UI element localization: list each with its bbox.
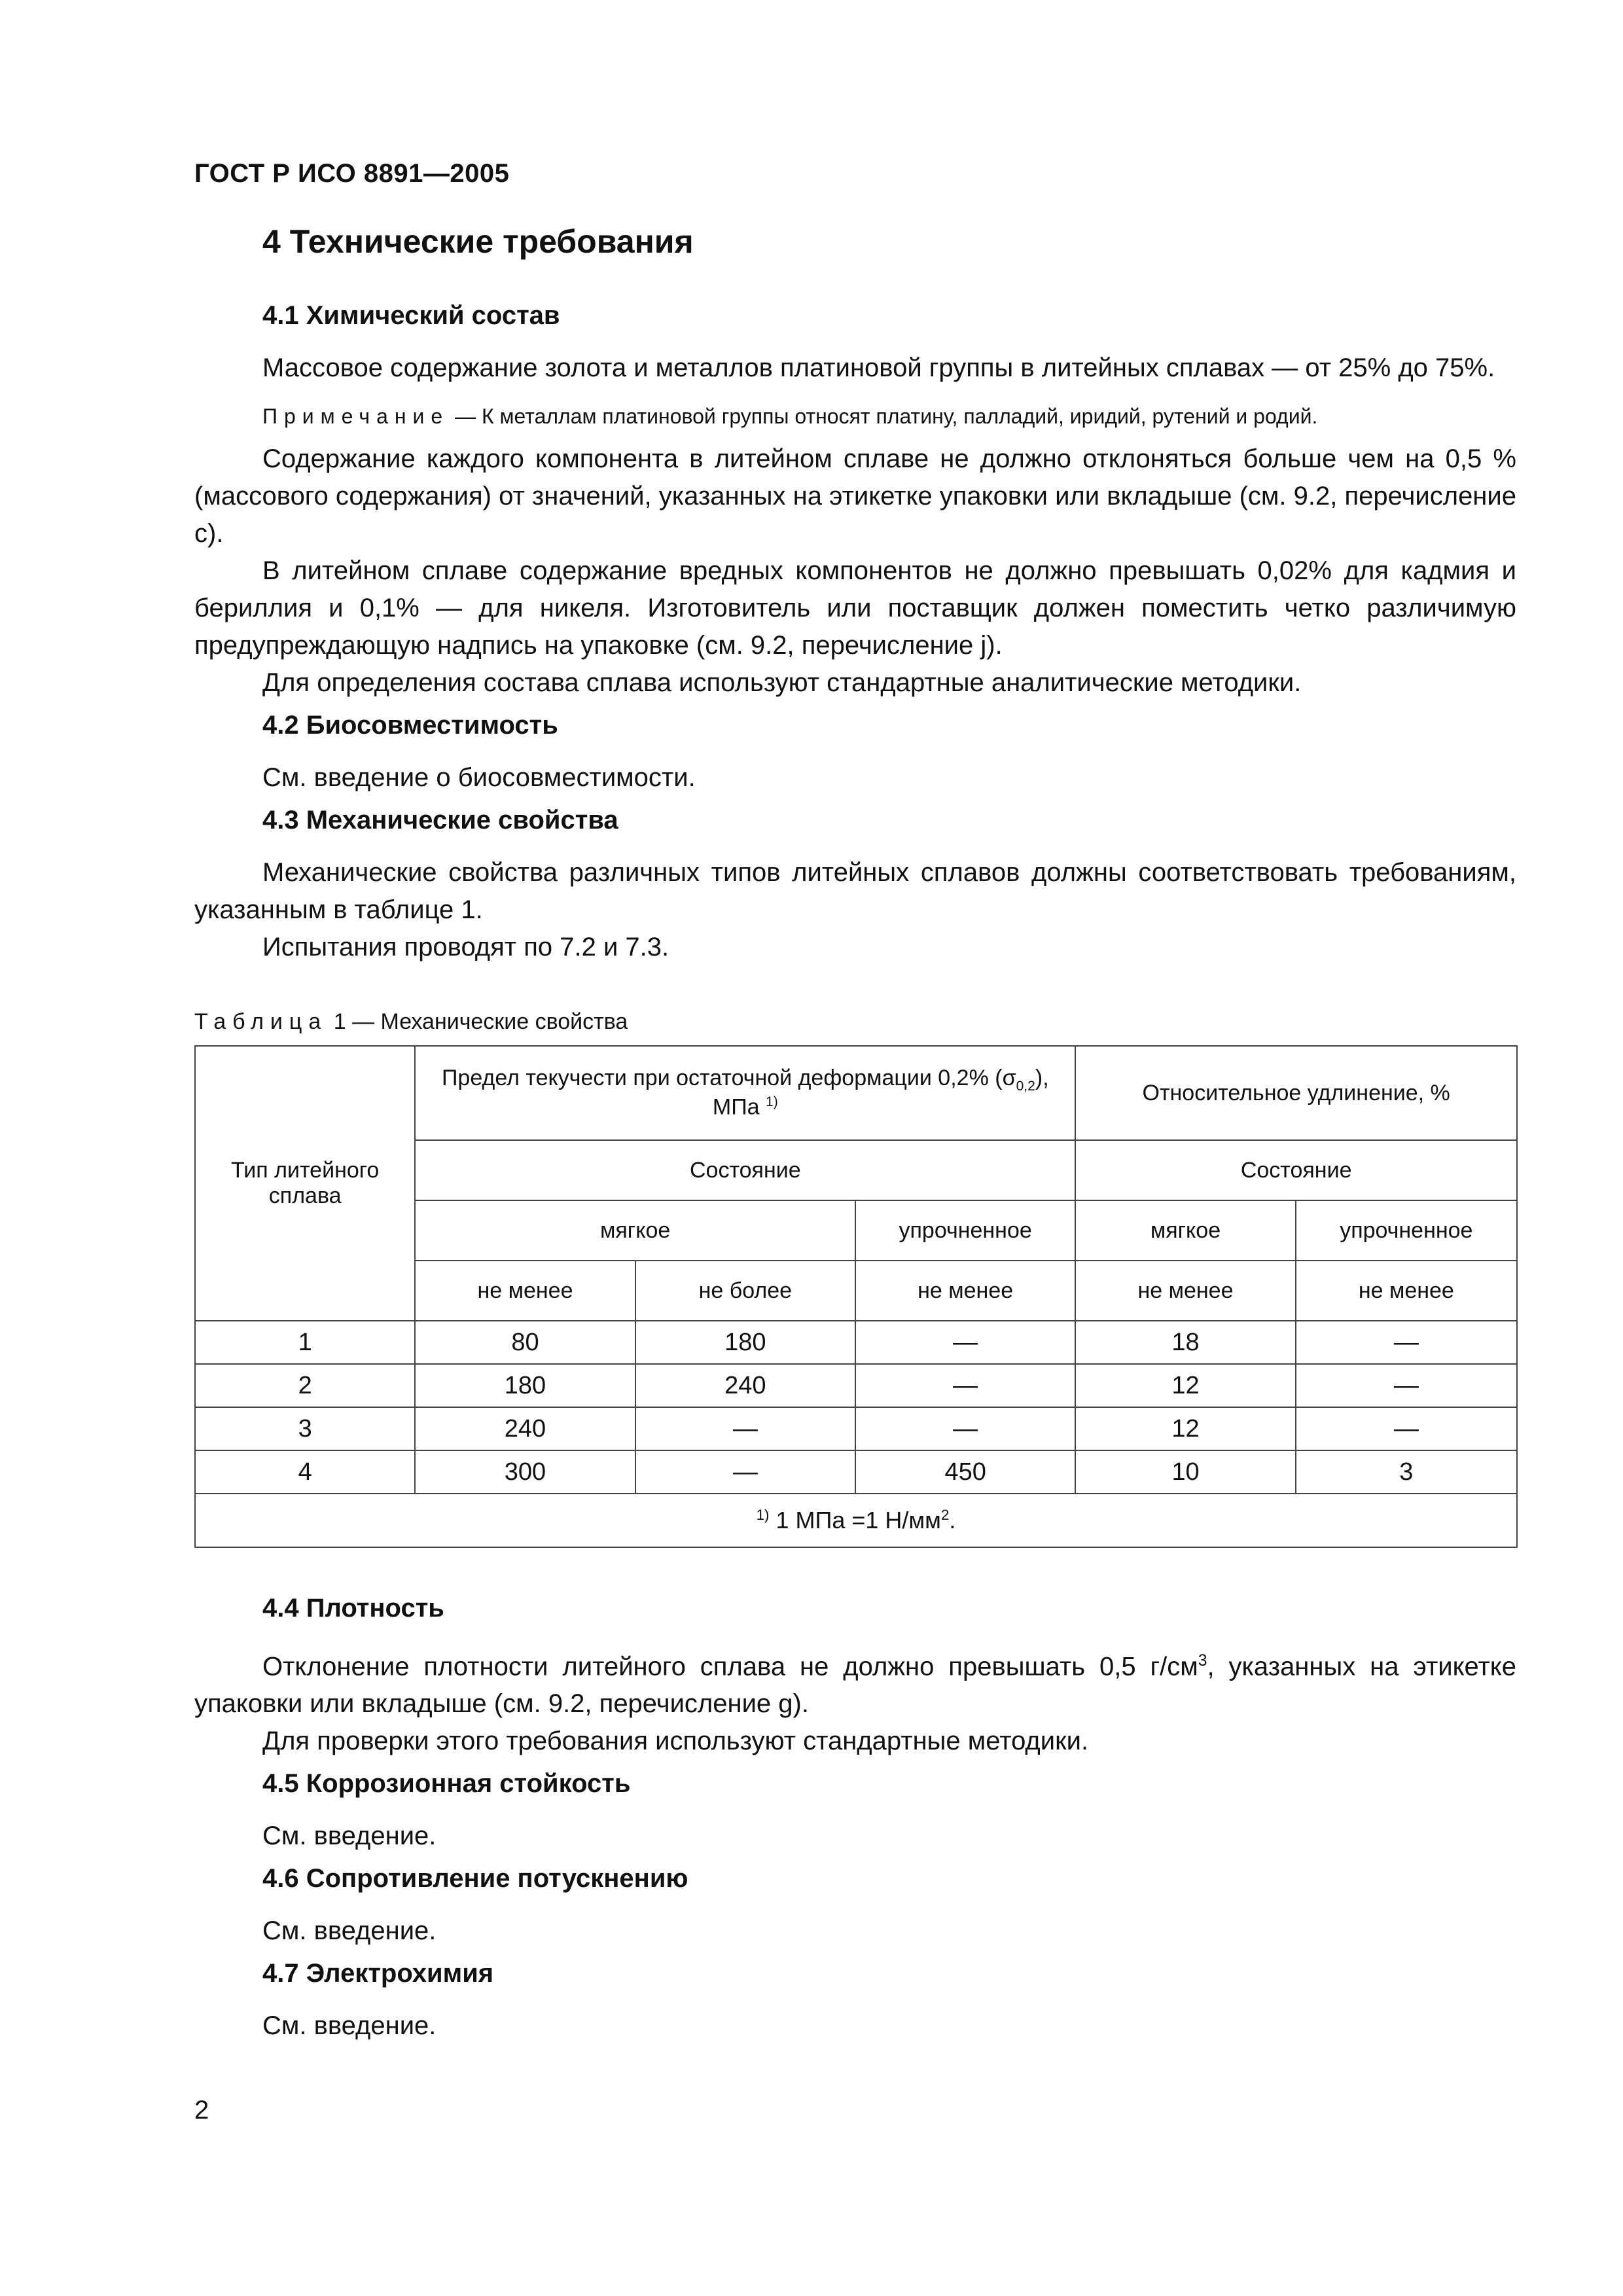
header-cell-yield-strength: Предел текучести при остаточной деформации 0,2% $(\sigma_{0,2})$, МПа $^{1)}$ (415, 1046, 1075, 1140)
table-footnote: $^{1)}$ 1 МПа =1 $Н/мм^2$. (195, 1494, 1517, 1547)
subsection-title-4-2: 4.2 Биосовместимость (262, 711, 558, 740)
header-cell-max: не более (635, 1261, 855, 1321)
table-cell: — (855, 1364, 1075, 1407)
table-cell: 240 (415, 1407, 635, 1450)
paragraph: Для определения состава сплава используют стандартные аналитические методики. (262, 668, 1302, 697)
table-caption (194, 1009, 1516, 1035)
table-cell: 18 (1075, 1321, 1295, 1364)
paragraph: Содержание каждого компонента в литейном сплаве не должно отклоняться больше чем на 0,5 % (массового содержания) от значений, указанных на этикетке упаковки или вкладыше (см. 9.2, перечисление с). (194, 444, 1516, 548)
mechanical-properties-table (194, 1045, 1518, 1548)
table-cell: — (1296, 1407, 1517, 1450)
section-title: 4 Технические требования (262, 223, 694, 260)
table-cell: 10 (1075, 1450, 1295, 1494)
subsection-title-4-5: 4.5 Коррозионная стойкость (262, 1769, 631, 1799)
paragraph: См. введение о биосовместимости. (262, 763, 696, 792)
header-cell-state: Состояние (415, 1140, 1075, 1200)
paragraph: В литейном сплаве содержание вредных компонентов не должно превышать 0,02% для кадмия и бериллия и 0,1% — для никеля. Изготовитель или поставщик должен поместить четко различимую предупреждающую надпись на упаковке (см. 9.2, перечисление j). (194, 556, 1516, 660)
table-cell: 240 (635, 1364, 855, 1407)
table-caption-text: 1 — Механические свойства (327, 1009, 628, 1034)
paragraph: Массовое содержание золота и металлов платиновой группы в литейных сплавах — от 25% до 75%. (262, 353, 1495, 382)
table-header-row (195, 1046, 1517, 1140)
table-cell: 2 (195, 1364, 415, 1407)
table-cell: — (1296, 1364, 1517, 1407)
page-number: 2 (194, 2096, 209, 2125)
table-row (195, 1450, 1517, 1494)
table-cell: 180 (415, 1364, 635, 1407)
page-content (194, 223, 1516, 2045)
table-cell: 180 (635, 1321, 855, 1364)
table-caption-label: Таблица (194, 1009, 328, 1034)
table-cell: 3 (195, 1407, 415, 1450)
paragraph: Отклонение плотности литейного сплава не должно превышать 0,5 $г/см^3$, указанных на этикетке упаковки или вкладыше (см. 9.2, перечисление g). (194, 1652, 1516, 1719)
paragraph: См. введение. (262, 1916, 437, 1946)
paragraph: Для проверки этого требования используют стандартные методики. (262, 1727, 1089, 1756)
header-cell-hardened: упрочненное (855, 1200, 1075, 1261)
subsection-title-4-4: 4.4 Плотность (262, 1594, 444, 1623)
table-cell: — (635, 1407, 855, 1450)
table-cell: 3 (1296, 1450, 1517, 1494)
note-text: — К металлам платиновой группы относят платину, палладий, иридий, рутений и родий. (449, 404, 1318, 428)
table-cell: — (635, 1450, 855, 1494)
table-cell: 300 (415, 1450, 635, 1494)
table-cell: 4 (195, 1450, 415, 1494)
table-footnote-row (195, 1494, 1517, 1547)
header-cell-elongation: Относительное удлинение, % (1075, 1046, 1517, 1140)
table-cell: — (855, 1407, 1075, 1450)
subsection-title-4-6: 4.6 Сопротивление потускнению (262, 1864, 688, 1893)
table-row (195, 1364, 1517, 1407)
header-cell-min: не менее (1075, 1261, 1295, 1321)
paragraph: Механические свойства различных типов литейных сплавов должны соответствовать требованиям, указанным в таблице 1. (194, 858, 1516, 924)
table-row (195, 1321, 1517, 1364)
note-label: Примечание (262, 404, 450, 428)
paragraph: Испытания проводят по 7.2 и 7.3. (262, 933, 669, 961)
paragraph: См. введение. (262, 1821, 437, 1851)
header-cell-soft: мягкое (1075, 1200, 1295, 1261)
paragraph: См. введение. (262, 2011, 437, 2041)
header-cell-state: Состояние (1075, 1140, 1517, 1200)
header-cell-alloy-type: Тип литейного сплава (195, 1046, 415, 1321)
table-cell: 1 (195, 1321, 415, 1364)
table-cell: 80 (415, 1321, 635, 1364)
header-cell-min: не менее (415, 1261, 635, 1321)
table-cell: — (1296, 1321, 1517, 1364)
document-header: ГОСТ Р ИСО 8891—2005 (194, 159, 510, 188)
subsection-title-4-7: 4.7 Электрохимия (262, 1959, 494, 1988)
header-cell-min: не менее (855, 1261, 1075, 1321)
table-cell: 450 (855, 1450, 1075, 1494)
subsection-title-4-1: 4.1 Химический состав (262, 301, 560, 330)
table-cell: 12 (1075, 1364, 1295, 1407)
subsection-title-4-3: 4.3 Механические свойства (262, 806, 618, 834)
note (194, 399, 1516, 434)
table-row (195, 1407, 1517, 1450)
table-cell: 12 (1075, 1407, 1295, 1450)
table-cell: — (855, 1321, 1075, 1364)
header-cell-hardened: упрочненное (1296, 1200, 1517, 1261)
header-cell-soft: мягкое (415, 1200, 855, 1261)
header-cell-min: не менее (1296, 1261, 1517, 1321)
